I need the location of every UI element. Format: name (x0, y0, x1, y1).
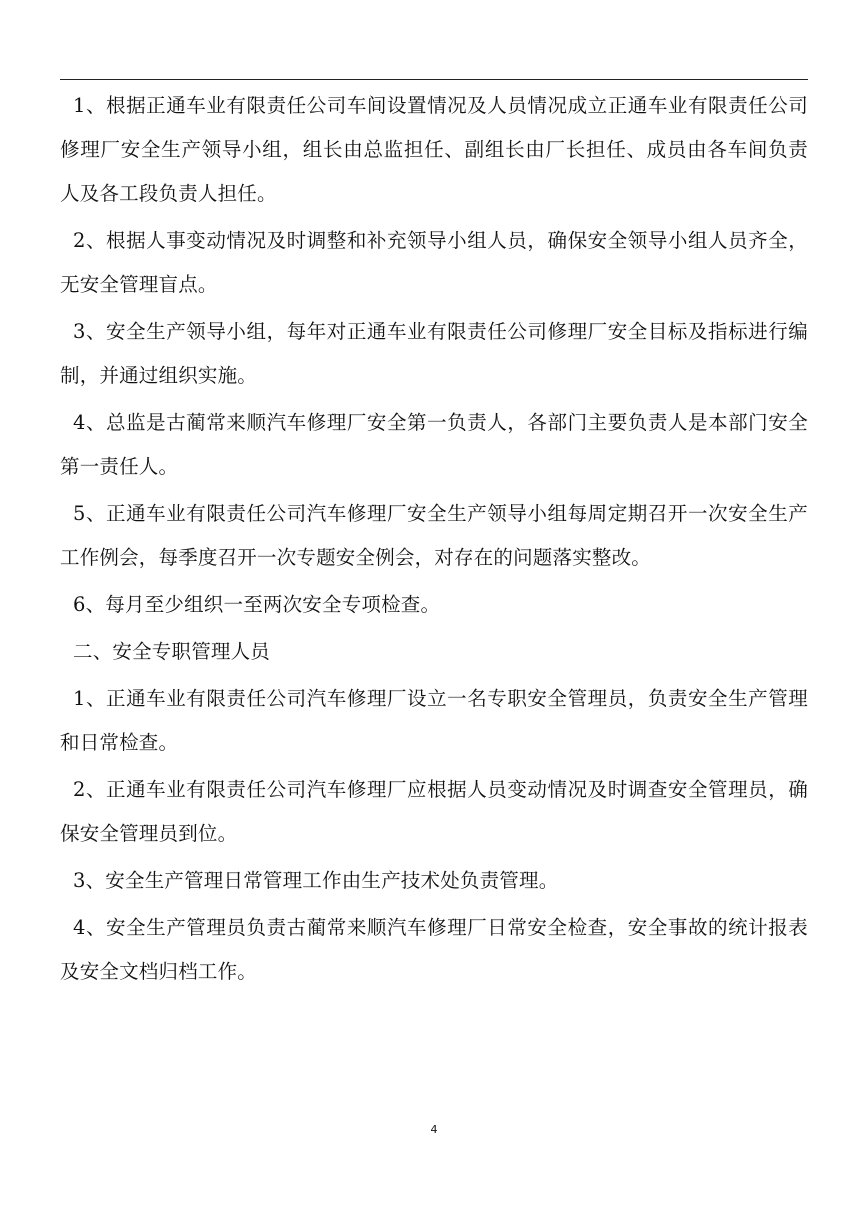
paragraph-2: 2、根据人事变动情况及时调整和补充领导小组人员，确保安全领导小组人员齐全，无安全管理盲点。 (60, 229, 808, 296)
document-body (60, 84, 808, 997)
section-paragraph-3: 3、安全生产管理日常管理工作由生产技术处负责管理。 (73, 869, 559, 892)
paragraph-4: 4、总监是古蔺常来顺汽车修理厂安全第一负责人，各部门主要负责人是本部门安全第一责任人。 (60, 411, 808, 478)
section-paragraph-4: 4、安全生产管理员负责古蔺常来顺汽车修理厂日常安全检查，安全事故的统计报表及安全文档归档工作。 (60, 916, 808, 983)
section-paragraph-1: 1、正通车业有限责任公司汽车修理厂设立一名专职安全管理员，负责安全生产管理和日常检查。 (60, 687, 808, 754)
paragraph-1: 1、根据正通车业有限责任公司车间设置情况及人员情况成立正通车业有限责任公司修理厂安全生产领导小组，组长由总监担任、副组长由厂长担任、成员由各车间负责人及各工段负责人担任。 (60, 94, 808, 205)
section-paragraph-2: 2、正通车业有限责任公司汽车修理厂应根据人员变动情况及时调查安全管理员，确保安全管理员到位。 (60, 778, 808, 845)
section-heading: 二、安全专职管理人员 (73, 640, 271, 663)
page-number: 4 (430, 1123, 438, 1136)
paragraph-5: 5、正通车业有限责任公司汽车修理厂安全生产领导小组每周定期召开一次安全生产工作例会，每季度召开一次专题安全例会，对存在的问题落实整改。 (60, 502, 808, 569)
header-divider (60, 79, 808, 80)
paragraph-6: 6、每月至少组织一至两次安全专项检查。 (73, 593, 441, 616)
paragraph-3: 3、安全生产领导小组，每年对正通车业有限责任公司修理厂安全目标及指标进行编制，并通过组织实施。 (60, 320, 808, 387)
